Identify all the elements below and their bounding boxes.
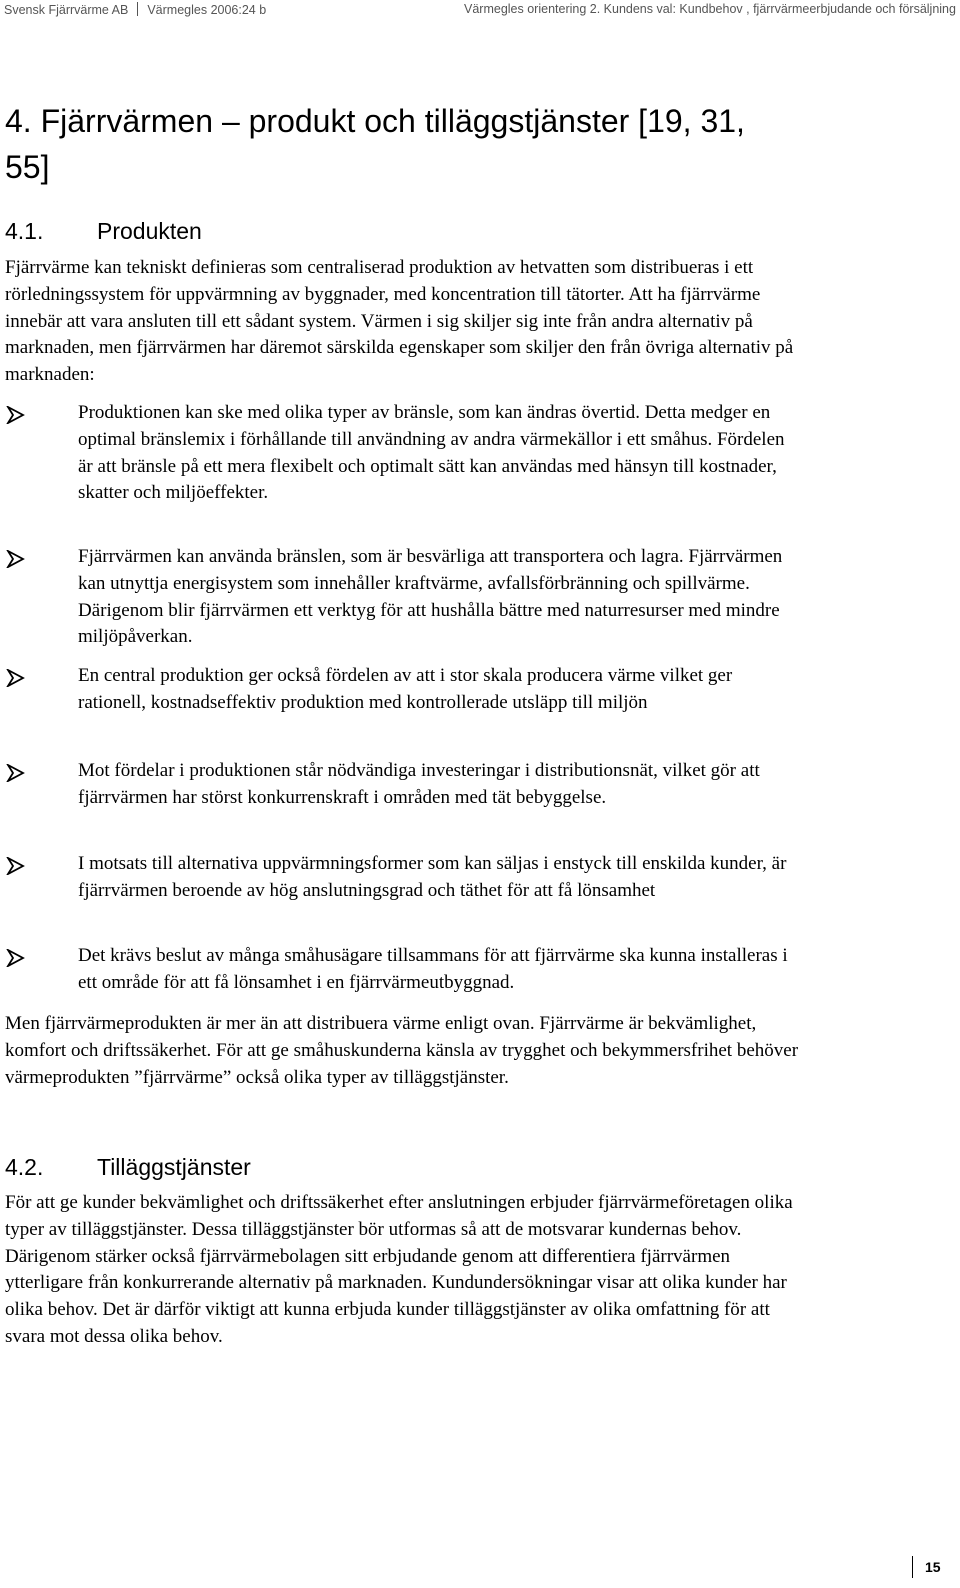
arrow-bullet-icon [6,406,26,424]
header-divider [137,2,138,16]
subsection-heading-tillaggstjanster [5,1152,251,1182]
section-title: 4. Fjärrvärmen – produkt och tilläggstjänster [19, 31, 55] [5,103,745,185]
subsection-number: 4.1. [5,218,44,244]
header-doc-id: Värmegles 2006:24 b [147,3,267,17]
running-header [4,2,954,22]
arrow-bullet-icon [6,949,26,967]
subsection-title: Tilläggstjänster [97,1154,251,1180]
page-number: 15 [925,1559,941,1575]
footer-divider [912,1556,913,1578]
bullet-text: Mot fördelar i produktionen står nödvändiga investeringar i distributionsnät, vilket gör att fjärrvärmen har störst konkurrenskraft i områden med tät bebyggelse. [78,760,760,808]
arrow-bullet-icon [6,764,26,782]
header-running-title: Värmegles orientering 2. Kundens val: Kundbehov , fjärrvärmeerbjudande och försäljning [464,2,956,16]
bullet-text: Produktionen kan ske med olika typer av bränsle, som kan ändras övertid. Detta medger en optimal bränslemix i förhållande till användning av andra värmekällor i ett småhus. Fördelen är att bränsle på ett mera flexibelt och optimalt sätt kan användas med hänsyn till kostnader, skatter och miljöeffekter. [78,402,785,504]
header-company: Svensk Fjärrvärme AB [4,3,129,17]
intro-paragraph: Fjärrvärme kan tekniskt definieras som centraliserad produktion av hetvatten som distribueras i ett rörledningssystem för uppvärmning av byggnader, med koncentration till tätorter. Att ha fjärrvärme innebär att vara ansluten till ett sådant system. Värmen i sig skiljer sig inte från andra alternativ på marknaden, men fjärrvärmen har däremot särskilda egenskaper som skiljer den från övriga alternativ på marknaden: [5,257,794,386]
subsection-heading-produkten [5,216,202,246]
tillaggstjanster-paragraph: För att ge kunder bekvämlighet och driftssäkerhet efter anslutningen erbjuder fjärrvärmeföretagen olika typer av tilläggstjänster. Dessa tilläggstjänster bör utformas så att de motsvarar kundernas behov. Därigenom stärker också fjärrvärmebolagen sitt erbjudande genom att differentiera fjärrvärmen ytterligare från konkurrerande alternativ på marknaden. Kundundersökningar visar att olika kunder har olika behov. Det är därför viktigt att kunna erbjuda kunder tilläggstjänster av olika omfattning för att svara mot dessa olika behov. [5,1192,793,1347]
subsection-title: Produkten [97,218,202,244]
arrow-bullet-icon [6,857,26,875]
subsection-number: 4.2. [5,1154,44,1180]
bullet-text: En central produktion ger också fördelen av att i stor skala producera värme vilket ger rationell, kostnadseffektiv produktion med kontrollerade utsläpp till miljön [78,665,733,713]
closing-paragraph: Men fjärrvärmeprodukten är mer än att distribuera värme enligt ovan. Fjärrvärme är bekvämlighet, komfort och driftssäkerhet. För att ge småhuskunderna känsla av trygghet och bekymmersfrihet behöver värmeprodukten ”fjärrvärme” också olika typer av tilläggstjänster. [5,1013,799,1088]
bullet-text: Det krävs beslut av många småhusägare tillsammans för att fjärrvärme ska kunna installeras i ett område för att få lönsamhet i en fjärrvärmeutbyggnad. [78,945,788,993]
arrow-bullet-icon [6,550,26,568]
bullet-text: Fjärrvärmen kan använda bränslen, som är besvärliga att transportera och lagra. Fjärrvärmen kan utnyttja energisystem som innehåller kraftvärme, avfallsförbränning och spillvärme. Därigenom blir fjärrvärmen ett verktyg för att hushålla bättre med naturresurser med mindre miljöpåverkan. [78,546,783,648]
header-left [4,2,266,17]
arrow-bullet-icon [6,669,26,687]
bullet-text: I motsats till alternativa uppvärmningsformer som kan säljas i enstyck till enskilda kunder, är fjärrvärmen beroende av hög anslutningsgrad och täthet för att få lönsamhet [78,853,787,901]
